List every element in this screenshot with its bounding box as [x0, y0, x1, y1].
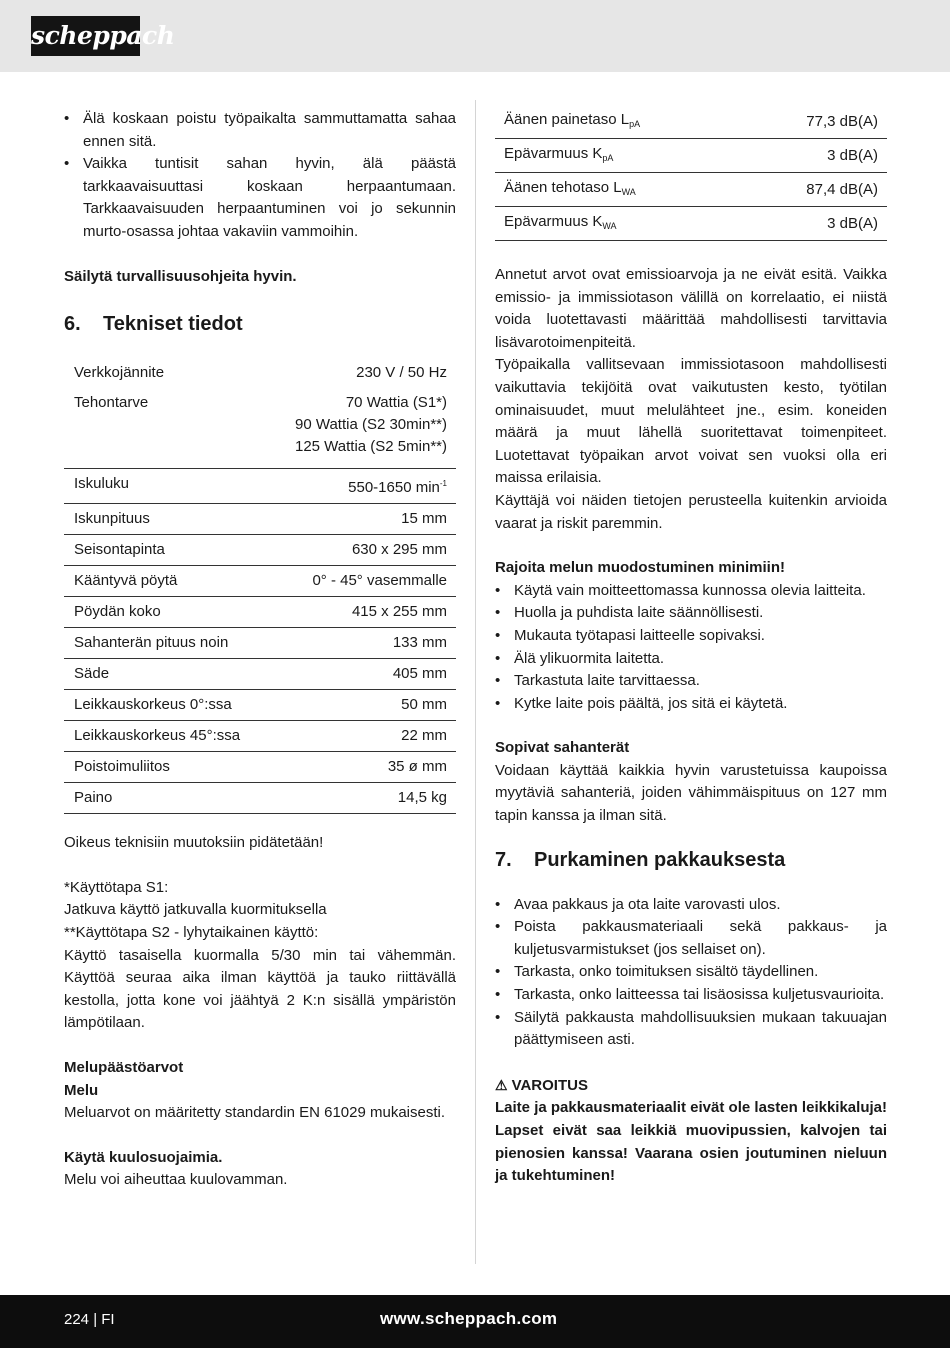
- table-row: [64, 469, 456, 504]
- spec-value: [268, 388, 456, 469]
- spec-label: Poistoimuliitos: [64, 752, 268, 783]
- noise-heading: Melupäästöarvot: [64, 1058, 184, 1076]
- emission-text: [495, 264, 887, 535]
- intro-bullet-list: [64, 108, 456, 244]
- warning-text: Laite ja pakkausmateriaalit eivät ole lasten leikkikaluja! Lapset eivät saa leikkiä muovipussien, kalvojen tai pienosien kanssa! Vaarana osien joutuminen nieluun ja tukehtuminen!: [495, 1099, 887, 1185]
- table-row: [64, 721, 456, 752]
- spec-value: 415 x 255 mm: [268, 597, 456, 628]
- spec-label: Paino: [64, 783, 268, 814]
- mode-line: *Käyttötapa S1:: [64, 878, 169, 896]
- operating-modes: [64, 877, 456, 1035]
- table-row: [495, 173, 887, 207]
- noise-subheading: Melu: [64, 1081, 99, 1099]
- noise-label-text: Äänen tehotaso L: [504, 179, 622, 196]
- table-row: [495, 105, 887, 139]
- spec-label: Sahanterän pituus noin: [64, 628, 268, 659]
- warning-heading: [495, 1074, 887, 1098]
- power-line: 70 Wattia (S1*): [345, 394, 447, 412]
- noise-label-subscript: pA: [602, 153, 614, 163]
- spec-value: 35 ø mm: [268, 752, 456, 783]
- list-item: • Poista pakkausmateriaali sekä pakkaus- ja kuljetusvarmistukset (jos sellaiset on).: [495, 916, 887, 961]
- list-item: • Älä ylikuormita laitetta.: [495, 648, 887, 671]
- spec-value: 14,5 kg: [268, 783, 456, 814]
- section-title: Tekniset tiedot: [103, 313, 243, 336]
- table-row: [495, 207, 887, 241]
- section-number: 7.: [495, 848, 512, 871]
- noise-values-table: [495, 105, 887, 241]
- limit-noise-list: [495, 580, 887, 716]
- spec-value: 133 mm: [268, 628, 456, 659]
- spec-label: Tehontarve: [64, 388, 268, 469]
- table-row: [64, 752, 456, 783]
- spec-label: Kääntyvä pöytä: [64, 566, 268, 597]
- noise-label-subscript: WA: [621, 187, 636, 197]
- spec-table: [64, 358, 456, 814]
- noise-value: 3 dB(A): [743, 139, 887, 173]
- ear-protection-heading: Käytä kuulosuojaimia.: [64, 1148, 223, 1166]
- right-column: [495, 105, 887, 1188]
- table-row: [64, 535, 456, 566]
- section-number: 6.: [64, 313, 81, 336]
- power-line: 90 Wattia (S2 30min**): [294, 416, 447, 434]
- list-item: • Säilytä pakkausta mahdollisuuksien mukaan takuuajan päättymiseen asti.: [495, 1007, 887, 1052]
- table-row: [64, 358, 456, 388]
- mode-line: Jatkuva käyttö jatkuvalla kuormituksella: [64, 901, 327, 919]
- table-row: [495, 139, 887, 173]
- saw-blades-heading: Sopivat sahanterät: [495, 739, 630, 757]
- list-item: • Käytä vain moitteettomassa kunnossa olevia laitteita.: [495, 580, 887, 603]
- stroke-rate-value: 550-1650 min: [348, 479, 440, 497]
- spec-label: Seisontapinta: [64, 535, 268, 566]
- noise-label-text: Epävarmuus K: [504, 145, 603, 162]
- table-row: [64, 659, 456, 690]
- table-row: [64, 597, 456, 628]
- unpack-list: [495, 894, 887, 1052]
- column-divider: [475, 100, 476, 1264]
- emission-paragraph: Työpaikalla vallitsevaan immissiotasoon mahdollisesti vaikuttavia tekijöitä ovat vaikutusten kesto, työtilan ominaisuudet, muut melulähteet jne., esim. koneiden määrä ja muut lähellä suoritettavat toimenpiteet. Luotettavat työpaikan arvot voivat sen vuoksi olla eri maissa erilaisia.: [495, 356, 887, 487]
- stroke-rate-unit-exponent: -1: [439, 479, 447, 489]
- section-title: Purkaminen pakkauksesta: [534, 848, 786, 871]
- saw-blades-paragraph: Voidaan käyttää kaikkia hyvin varustetuissa kaupoissa myytäviä sahanteriä, joiden vähimmäispituus on 127 mm tapin kanssa ja ilman sitä.: [495, 761, 887, 825]
- list-item: • Kytke laite pois päältä, jos sitä ei käytetä.: [495, 693, 887, 716]
- spec-value: 22 mm: [268, 721, 456, 752]
- noise-label-text: Äänen painetaso L: [504, 111, 630, 128]
- table-row: [64, 504, 456, 535]
- noise-label-subscript: pA: [629, 119, 641, 129]
- noise-label: [495, 139, 743, 173]
- spec-label: Säde: [64, 659, 268, 690]
- noise-label: [495, 105, 743, 139]
- noise-value: 87,4 dB(A): [743, 173, 887, 207]
- reserve-note: Oikeus teknisiin muutoksiin pidätetään!: [64, 834, 324, 852]
- emission-paragraph: Annetut arvot ovat emissioarvoja ja ne eivät esitä. Vaikka emissio- ja immissiotason välillä on korrelaatio, ei niistä voida luotettavasti määrittää mahdollisesti tarvittavia lisävarotoimenpiteitä.: [495, 266, 887, 351]
- page-number: 224 | FI: [64, 1311, 115, 1328]
- warning-icon: ⚠: [495, 1076, 508, 1093]
- limit-noise-heading: Rajoita melun muodostuminen minimiin!: [495, 559, 786, 577]
- power-line: 125 Wattia (S2 5min**): [294, 438, 447, 456]
- ear-protection-paragraph: Melu voi aiheuttaa kuulovamman.: [64, 1171, 288, 1189]
- mode-paragraph: Käyttö tasaisella kuormalla 5/30 min tai vähemmän. Käyttöä seuraa aika ilman käyttöä ja tauko riittävällä kestolla, jotta kone voi jäähtyä 2 K:n sisällä ympäristön lämpötilaan.: [64, 946, 456, 1032]
- noise-label: [495, 173, 743, 207]
- emission-paragraph: Käyttäjä voi näiden tietojen perusteella kuitenkin arvioida vaarat ja riskit paremmin.: [495, 491, 887, 532]
- noise-label-subscript: WA: [602, 221, 617, 231]
- noise-paragraph: Meluarvot on määritetty standardin EN 61029 mukaisesti.: [64, 1104, 446, 1122]
- left-column: [64, 108, 456, 1192]
- table-row: [64, 690, 456, 721]
- list-item: • Tarkastuta laite tarvittaessa.: [495, 670, 887, 693]
- spec-value: 405 mm: [268, 659, 456, 690]
- spec-value: 230 V / 50 Hz: [356, 364, 447, 382]
- spec-label: Iskuluku: [64, 469, 268, 504]
- list-item: • Tarkasta, onko laitteessa tai lisäosissa kuljetusvaurioita.: [495, 984, 887, 1007]
- list-item: • Huolla ja puhdista laite säännöllisesti.: [495, 602, 887, 625]
- spec-value: 50 mm: [268, 690, 456, 721]
- spec-label: Pöydän koko: [64, 597, 268, 628]
- table-row: [64, 783, 456, 814]
- spec-label: Iskunpituus: [64, 504, 268, 535]
- section-6-heading: [64, 310, 456, 338]
- brand-logo: scheppach: [31, 16, 140, 56]
- page-footer: [0, 1295, 950, 1348]
- spec-value: 0° - 45° vasemmalle: [268, 566, 456, 597]
- page-header: [0, 0, 950, 72]
- noise-value: 3 dB(A): [743, 207, 887, 241]
- website-link[interactable]: www.scheppach.com: [380, 1309, 558, 1328]
- keep-safe-note: Säilytä turvallisuusohjeita hyvin.: [64, 267, 297, 285]
- list-item: • Älä koskaan poistu työpaikalta sammuttamatta sahaa ennen sitä.: [64, 108, 456, 153]
- spec-value: [268, 469, 456, 504]
- mode-line: **Käyttötapa S2 - lyhytaikainen käyttö:: [64, 923, 319, 941]
- spec-value: 630 x 295 mm: [268, 535, 456, 566]
- table-row: [64, 566, 456, 597]
- list-item: • Tarkasta, onko toimituksen sisältö täydellinen.: [495, 961, 887, 984]
- section-7-heading: [495, 846, 887, 874]
- table-row: [64, 628, 456, 659]
- list-item: • Vaikka tuntisit sahan hyvin, älä päästä tarkkaavaisuuttasi koskaan herpaantumaan. Tarkkaavaisuuden herpaantuminen voi jo sekunnin murto-osassa johtaa vakaviin vammoihin.: [64, 153, 456, 243]
- list-item: • Mukauta työtapasi laitteelle sopivaksi.: [495, 625, 887, 648]
- noise-value: 77,3 dB(A): [743, 105, 887, 139]
- noise-label: [495, 207, 743, 241]
- spec-label: Leikkauskorkeus 45°:ssa: [64, 721, 268, 752]
- table-row: [64, 388, 456, 469]
- spec-label: Leikkauskorkeus 0°:ssa: [64, 690, 268, 721]
- noise-label-text: Epävarmuus K: [504, 213, 603, 230]
- warning-title: VAROITUS: [511, 1076, 588, 1094]
- spec-label: Verkkojännite: [74, 364, 165, 382]
- list-item: • Avaa pakkaus ja ota laite varovasti ulos.: [495, 894, 887, 917]
- spec-value: 15 mm: [268, 504, 456, 535]
